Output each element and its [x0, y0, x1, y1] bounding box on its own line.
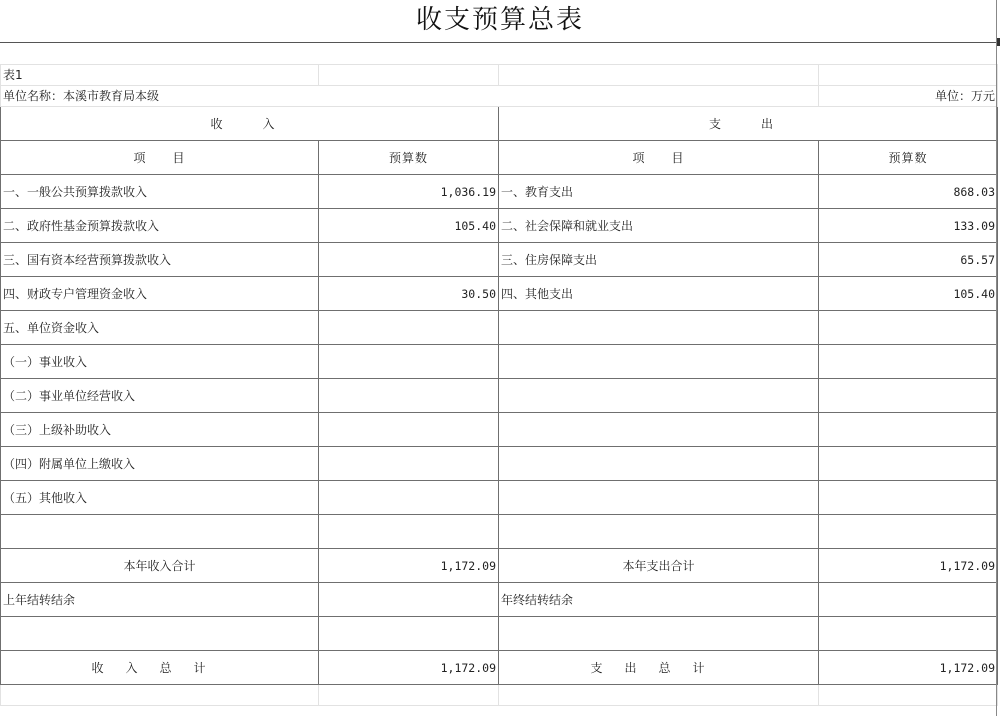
expense-subtotal-label: 本年支出合计 — [499, 549, 819, 583]
table-row — [1, 311, 998, 345]
blank-cell — [499, 65, 819, 86]
expense-carryover-label: 年终结转结余 — [499, 583, 819, 617]
income-value — [319, 515, 499, 549]
expense-value — [819, 447, 998, 481]
table-row — [1, 209, 998, 243]
blank-cell — [819, 617, 998, 651]
currency-unit: 单位：万元 — [819, 86, 998, 107]
expense-value: 133.09 — [819, 209, 998, 243]
table-number-row — [1, 65, 998, 86]
table-row — [1, 243, 998, 277]
expense-item: 四、其他支出 — [499, 277, 819, 311]
income-carryover-label: 上年结转结余 — [1, 583, 319, 617]
table-row — [1, 617, 998, 651]
income-item: 三、国有资本经营预算拨款收入 — [1, 243, 319, 277]
expense-value: 105.40 — [819, 277, 998, 311]
section-header-row — [1, 107, 998, 141]
income-item: 二、政府性基金预算拨款收入 — [1, 209, 319, 243]
expense-item-header: 项 目 — [499, 141, 819, 175]
expense-item — [499, 311, 819, 345]
expense-item: 三、住房保障支出 — [499, 243, 819, 277]
sheet-right-border — [996, 0, 997, 716]
income-value — [319, 481, 499, 515]
expense-total-value: 1,172.09 — [819, 651, 998, 685]
table-number: 表1 — [1, 65, 319, 86]
blank-cell — [1, 617, 319, 651]
blank-cell — [499, 617, 819, 651]
income-value — [319, 311, 499, 345]
income-value — [319, 379, 499, 413]
income-value: 1,036.19 — [319, 175, 499, 209]
expense-value — [819, 379, 998, 413]
expense-value — [819, 311, 998, 345]
income-subtotal-value: 1,172.09 — [319, 549, 499, 583]
income-section-header: 收 入 — [1, 107, 499, 141]
expense-carryover-value — [819, 583, 998, 617]
income-item: （五）其他收入 — [1, 481, 319, 515]
income-subtotal-label: 本年收入合计 — [1, 549, 319, 583]
blank-cell — [819, 65, 998, 86]
sheet-trailing-row — [1, 685, 998, 706]
income-value: 105.40 — [319, 209, 499, 243]
expense-value: 65.57 — [819, 243, 998, 277]
expense-item — [499, 481, 819, 515]
blank-cell — [499, 685, 819, 706]
expense-item: 一、教育支出 — [499, 175, 819, 209]
income-budget-header: 预算数 — [319, 141, 499, 175]
expense-item — [499, 413, 819, 447]
blank-cell — [319, 685, 499, 706]
income-item: （一）事业收入 — [1, 345, 319, 379]
unit-name: 单位名称：本溪市教育局本级 — [1, 86, 819, 107]
table-row — [1, 175, 998, 209]
expense-subtotal-value: 1,172.09 — [819, 549, 998, 583]
income-item-header: 项 目 — [1, 141, 319, 175]
income-value: 30.50 — [319, 277, 499, 311]
income-value — [319, 243, 499, 277]
unit-info-row — [1, 86, 998, 107]
expense-total-label: 支出总计 — [499, 651, 819, 685]
subtotal-row — [1, 549, 998, 583]
income-total-label: 收入总计 — [1, 651, 319, 685]
page-title: 收支预算总表 — [415, 5, 584, 35]
expense-budget-header: 预算数 — [819, 141, 998, 175]
table-row — [1, 481, 998, 515]
income-item: （三）上级补助收入 — [1, 413, 319, 447]
expense-value — [819, 481, 998, 515]
expense-value: 868.03 — [819, 175, 998, 209]
table-row — [1, 515, 998, 549]
expense-value — [819, 515, 998, 549]
table-row — [1, 447, 998, 481]
income-item: 五、单位资金收入 — [1, 311, 319, 345]
grand-total-row — [1, 651, 998, 685]
income-value — [319, 413, 499, 447]
blank-cell — [1, 685, 319, 706]
expense-item: 二、社会保障和就业支出 — [499, 209, 819, 243]
income-value — [319, 345, 499, 379]
expense-item — [499, 345, 819, 379]
blank-cell — [319, 617, 499, 651]
expense-item — [499, 379, 819, 413]
column-header-row — [1, 141, 998, 175]
expense-value — [819, 413, 998, 447]
income-item: （二）事业单位经营收入 — [1, 379, 319, 413]
blank-cell — [319, 65, 499, 86]
income-item: （四）附属单位上缴收入 — [1, 447, 319, 481]
table-row — [1, 413, 998, 447]
blank-cell — [819, 685, 998, 706]
expense-value — [819, 345, 998, 379]
income-item: 四、财政专户管理资金收入 — [1, 277, 319, 311]
income-carryover-value — [319, 583, 499, 617]
title-underline — [0, 42, 996, 43]
table-row — [1, 277, 998, 311]
expense-item — [499, 447, 819, 481]
income-total-value: 1,172.09 — [319, 651, 499, 685]
expense-section-header: 支 出 — [499, 107, 998, 141]
expense-item — [499, 515, 819, 549]
budget-summary-table — [0, 64, 998, 706]
income-value — [319, 447, 499, 481]
table-row — [1, 345, 998, 379]
table-row — [1, 379, 998, 413]
income-item — [1, 515, 319, 549]
income-item: 一、一般公共预算拨款收入 — [1, 175, 319, 209]
carryover-row — [1, 583, 998, 617]
